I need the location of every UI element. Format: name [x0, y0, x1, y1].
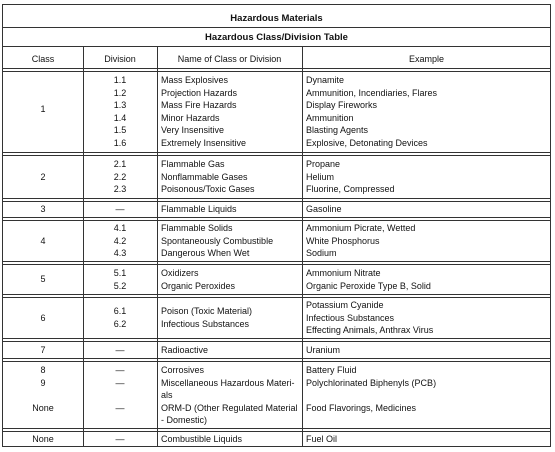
divider [3, 71, 550, 72]
divider [3, 27, 550, 28]
name-cell: Dangerous When Wet [161, 248, 250, 258]
header-example: Example [408, 54, 444, 64]
name-cell: Radioactive [161, 345, 209, 355]
name-cell: Flammable Gas [161, 159, 225, 169]
row-divider [3, 428, 550, 429]
example-cell: Ammonium Picrate, Wetted [306, 223, 416, 233]
row-divider [3, 361, 550, 362]
name-cell: - Domestic) [161, 415, 208, 425]
division-cell: — [115, 204, 125, 214]
example-cell: Propane [306, 159, 341, 169]
row-divider [3, 217, 550, 218]
header-name: Name of Class or Division [177, 54, 282, 64]
class-cell: 4 [40, 236, 46, 246]
name-cell: Poisonous/Toxic Gases [161, 184, 255, 194]
name-cell: Mass Explosives [161, 75, 229, 85]
class-cell: 1 [40, 104, 46, 114]
example-cell: Battery Fluid [306, 365, 357, 375]
table-subtitle: Hazardous Class/Division Table [205, 32, 348, 43]
row-divider [3, 431, 550, 432]
division-cell: 1.2 [113, 87, 127, 98]
example-cell: Fluorine, Compressed [306, 184, 395, 194]
division-cell: 2.3 [113, 184, 127, 194]
division-cell: — [115, 377, 125, 388]
name-cell: Projection Hazards [161, 87, 238, 98]
row-divider [3, 152, 550, 153]
name-cell: Spontaneously Combustible [161, 235, 274, 246]
example-cell: Infectious Substances [306, 312, 395, 323]
division-cell: 1.6 [113, 137, 127, 148]
division-cell: 6.1 [113, 306, 127, 316]
division-cell: 1.5 [113, 125, 127, 135]
column-divider [302, 46, 303, 447]
example-cell: Polychlorinated Biphenyls (PCB) [306, 377, 437, 388]
division-cell: — [115, 365, 125, 375]
table-title: Hazardous Materials [230, 13, 323, 24]
name-cell: ORM-D (Other Regulated Material [161, 402, 298, 413]
name-cell: Nonflammable Gases [161, 171, 248, 182]
example-cell: Dynamite [306, 75, 345, 85]
example-cell: Gasoline [306, 204, 342, 214]
name-cell: Poison (Toxic Material) [161, 306, 253, 316]
row-divider [3, 155, 550, 156]
division-cell: 6.2 [113, 318, 127, 329]
name-cell: Very Insensitive [161, 125, 225, 135]
example-cell: Organic Peroxide Type B, Solid [306, 280, 431, 291]
row-divider [3, 220, 550, 221]
division-cell: — [115, 402, 125, 413]
example-cell: Explosive, Detonating Devices [306, 137, 428, 148]
row-divider [3, 338, 550, 339]
name-cell: Miscellaneous Hazardous Materi- [161, 377, 295, 388]
row-divider [3, 294, 550, 295]
example-cell: Sodium [306, 248, 337, 258]
class-cell: 6 [40, 313, 46, 323]
divider [3, 68, 550, 69]
name-cell: Flammable Solids [161, 223, 233, 233]
name-cell: Corrosives [161, 365, 205, 375]
name-cell: Minor Hazards [161, 112, 220, 123]
division-cell: 2.1 [113, 159, 127, 169]
example-cell: Blasting Agents [306, 125, 369, 135]
example-cell: Ammunition, Incendiaries, Flares [306, 87, 438, 98]
row-divider [3, 198, 550, 199]
name-cell: Extremely Insensitive [161, 137, 247, 148]
example-cell: Food Flavorings, Medicines [306, 402, 417, 413]
class-cell: 5 [40, 274, 46, 284]
name-cell: Infectious Substances [161, 318, 250, 329]
row-divider [3, 201, 550, 202]
class-cell: 2 [40, 172, 46, 182]
division-cell: 2.2 [113, 171, 127, 182]
header-class: Class [31, 54, 55, 64]
column-divider [157, 46, 158, 447]
division-cell: 4.2 [113, 235, 127, 246]
division-cell: 4.3 [113, 248, 127, 258]
example-cell: Uranium [306, 345, 341, 355]
division-cell: 1.3 [113, 100, 127, 110]
name-cell: Oxidizers [161, 268, 199, 278]
class-cell: 9 [40, 377, 46, 388]
divider [3, 46, 550, 47]
name-cell: Flammable Liquids [161, 204, 237, 214]
name-cell: Mass Fire Hazards [161, 100, 237, 110]
division-cell: 5.1 [113, 268, 127, 278]
name-cell: als [161, 390, 173, 400]
row-divider [3, 297, 550, 298]
example-cell: White Phosphorus [306, 235, 380, 246]
class-cell: None [32, 402, 54, 413]
division-cell: 4.1 [113, 223, 127, 233]
row-divider [3, 341, 550, 342]
division-cell: — [115, 434, 125, 444]
division-cell: 1.4 [113, 112, 127, 123]
row-divider [3, 358, 550, 359]
example-cell: Fuel Oil [306, 434, 338, 444]
class-cell: 7 [40, 345, 46, 355]
hazard-class-table [2, 4, 551, 447]
class-cell: 3 [40, 204, 46, 214]
row-divider [3, 264, 550, 265]
division-cell: 1.1 [113, 75, 127, 85]
example-cell: Display Fireworks [306, 100, 378, 110]
example-cell: Ammunition [306, 112, 354, 123]
class-cell: 8 [40, 365, 46, 375]
example-cell: Potassium Cyanide [306, 300, 384, 310]
name-cell: Organic Peroxides [161, 280, 236, 291]
division-cell: — [115, 345, 125, 355]
example-cell: Helium [306, 171, 335, 182]
class-cell: None [32, 434, 54, 444]
row-divider [3, 261, 550, 262]
example-cell: Ammonium Nitrate [306, 268, 381, 278]
division-cell: 5.2 [113, 280, 127, 291]
example-cell: Effecting Animals, Anthrax Virus [306, 325, 434, 335]
name-cell: Combustible Liquids [161, 434, 243, 444]
header-division: Division [104, 54, 136, 64]
